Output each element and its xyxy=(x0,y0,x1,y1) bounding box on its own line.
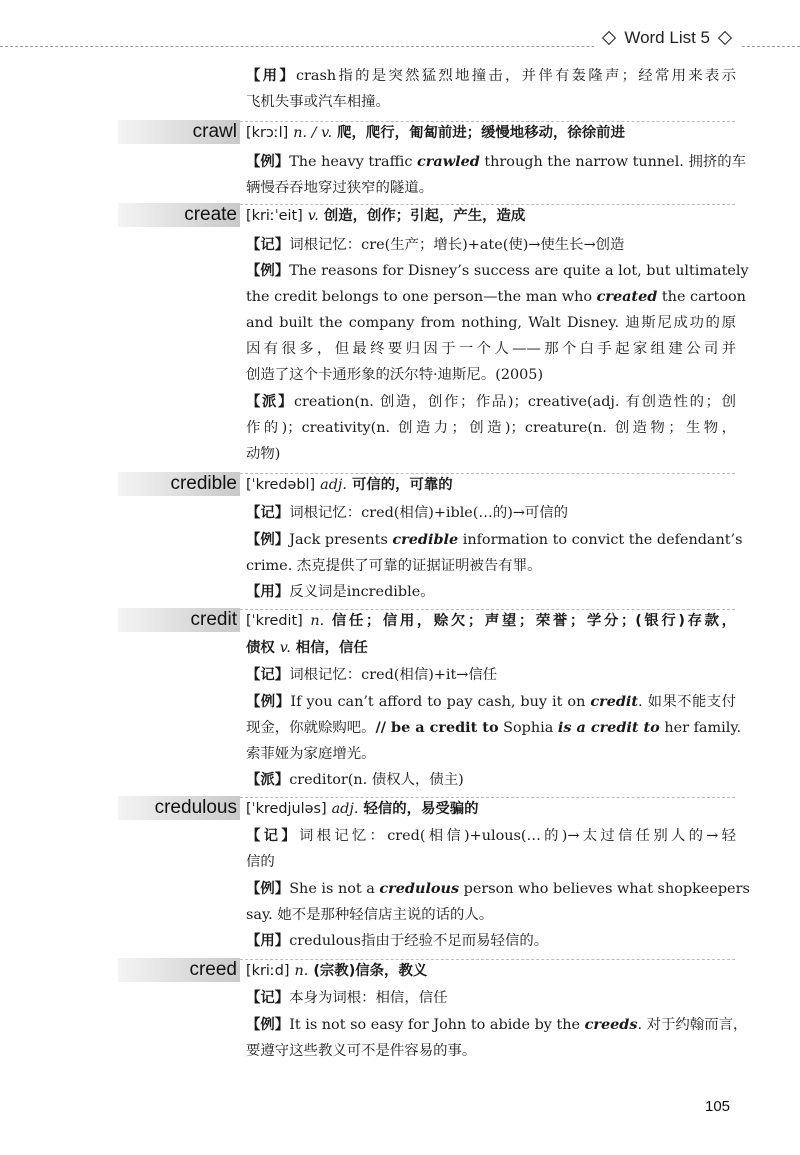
creed-example-line-2: 要遵守这些教义可不是件容易的事。 xyxy=(246,1043,477,1059)
creed-example-line-1: 【例】It is not so easy for John to abide by the creeds. 对于约翰而言， xyxy=(246,1016,748,1033)
create-example-line-2: the credit belongs to one person—the man who created the cartoon xyxy=(246,288,746,305)
create-derived-line-2: 作的)；creativity(n. 创造力；创造)；creature(n. 创造物；生物， xyxy=(246,420,736,436)
headword-bar-crawl xyxy=(118,120,240,144)
create-memory: 【记】词根记忆：cre(生产；增长)+ate(使)→使生长→创造 xyxy=(246,237,625,253)
headword-bar-credulous xyxy=(118,796,240,820)
credulous-example-line-2: say. 她不是那种轻信店主说的话的人。 xyxy=(246,907,494,923)
headword-create: create xyxy=(184,204,237,225)
diamond-icon xyxy=(718,31,732,45)
credible-definition: [ˈkredəbl] adj. 可信的，可靠的 xyxy=(246,477,453,493)
headword-bar-credit xyxy=(118,608,240,632)
credit-memory: 【记】词根记忆：cred(相信)+it→信任 xyxy=(246,667,498,683)
create-example-line-4: 因有很多，但最终要归因于一个人——那个白手起家组建公司并 xyxy=(246,341,736,357)
credible-example-line-1: 【例】Jack presents credible information to convict the defendant’s xyxy=(246,531,743,548)
entry-rule xyxy=(240,121,735,122)
credit-definition-line-2: 债权 v. 相信，信任 xyxy=(246,640,368,656)
headword-credulous: credulous xyxy=(154,797,237,818)
crawl-example-line-2: 辆慢吞吞地穿过狭窄的隧道。 xyxy=(246,180,434,196)
entry-rule xyxy=(240,797,735,798)
crash-usage-line-1: 【用】crash指的是突然猛烈地撞击，并伴有轰隆声；经常用来表示 xyxy=(246,68,736,84)
credulous-definition: [ˈkredjuləs] adj. 轻信的，易受骗的 xyxy=(246,801,479,817)
create-example-line-3: and built the company from nothing, Walt Disney. 迪斯尼成功的原 xyxy=(246,315,736,331)
headword-bar-creed xyxy=(118,958,240,982)
credit-example-line-1: 【例】If you can’t afford to pay cash, buy it on credit. 如果不能支付 xyxy=(246,693,736,710)
header-title: Word List 5 xyxy=(624,28,710,47)
entry-rule xyxy=(240,473,735,474)
headword-credible: credible xyxy=(170,473,237,494)
crash-usage-line-2: 飞机失事或汽车相撞。 xyxy=(246,94,390,110)
credit-derived: 【派】creditor(n. 债权人，债主) xyxy=(246,772,464,788)
headword-creed: creed xyxy=(189,959,237,980)
credulous-usage: 【用】credulous指由于经验不足而易轻信的。 xyxy=(246,933,549,949)
headword-bar-create xyxy=(118,203,240,227)
creed-definition: [kriːd] n. (宗教)信条，教义 xyxy=(246,963,428,979)
creed-memory: 【记】本身为词根：相信，信任 xyxy=(246,990,448,1006)
create-derived-line-3: 动物) xyxy=(246,446,281,462)
crawl-example-line-1: 【例】The heavy traffic crawled through the narrow tunnel. 拥挤的车 xyxy=(246,153,747,170)
create-definition: [kriːˈeit] v. 创造，创作；引起，产生，造成 xyxy=(246,208,526,224)
credulous-memory-line-1: 【记】词根记忆：cred(相信)+ulous(…的)→太过信任别人的→轻 xyxy=(246,828,736,844)
entry-rule xyxy=(240,609,735,610)
headword-bar-credible xyxy=(118,472,240,496)
create-example-line-1: 【例】The reasons for Disney’s success are quite a lot, but ultimately xyxy=(246,263,749,279)
create-example-line-5: 创造了这个卡通形象的沃尔特·迪斯尼。(2005) xyxy=(246,367,544,383)
credit-example-line-3: 索菲娅为家庭增光。 xyxy=(246,746,376,762)
entry-rule xyxy=(240,204,735,205)
credulous-memory-line-2: 信的 xyxy=(246,854,275,870)
credible-example-line-2: crime. 杰克提供了可靠的证据证明被告有罪。 xyxy=(246,558,542,574)
credulous-example-line-1: 【例】She is not a credulous person who believes what shopkeepers xyxy=(246,880,750,897)
credit-example-line-2: 现金，你就赊购吧。// be a credit to Sophia is a credit to her family. xyxy=(246,719,742,736)
running-header xyxy=(0,28,800,56)
entry-rule xyxy=(240,959,735,960)
header-title-group xyxy=(594,28,740,48)
credit-definition-line-1: [ˈkredit] n. 信任；信用，赊欠；声望；荣誉；学分；(银行)存款， xyxy=(246,613,736,629)
headword-crawl: crawl xyxy=(192,121,237,142)
create-derived-line-1: 【派】creation(n. 创造，创作；作品)；creative(adj. 有创造性的；创 xyxy=(246,394,736,410)
page-number: 105 xyxy=(705,1098,731,1115)
credible-usage: 【用】反义词是incredible。 xyxy=(246,584,435,600)
crawl-definition: [krɔːl] n. / v. 爬，爬行，匍匐前进；缓慢地移动，徐徐前进 xyxy=(246,125,625,141)
diamond-icon xyxy=(602,31,616,45)
headword-credit: credit xyxy=(190,609,237,630)
credible-memory: 【记】词根记忆：cred(相信)+ible(…的)→可信的 xyxy=(246,505,569,521)
